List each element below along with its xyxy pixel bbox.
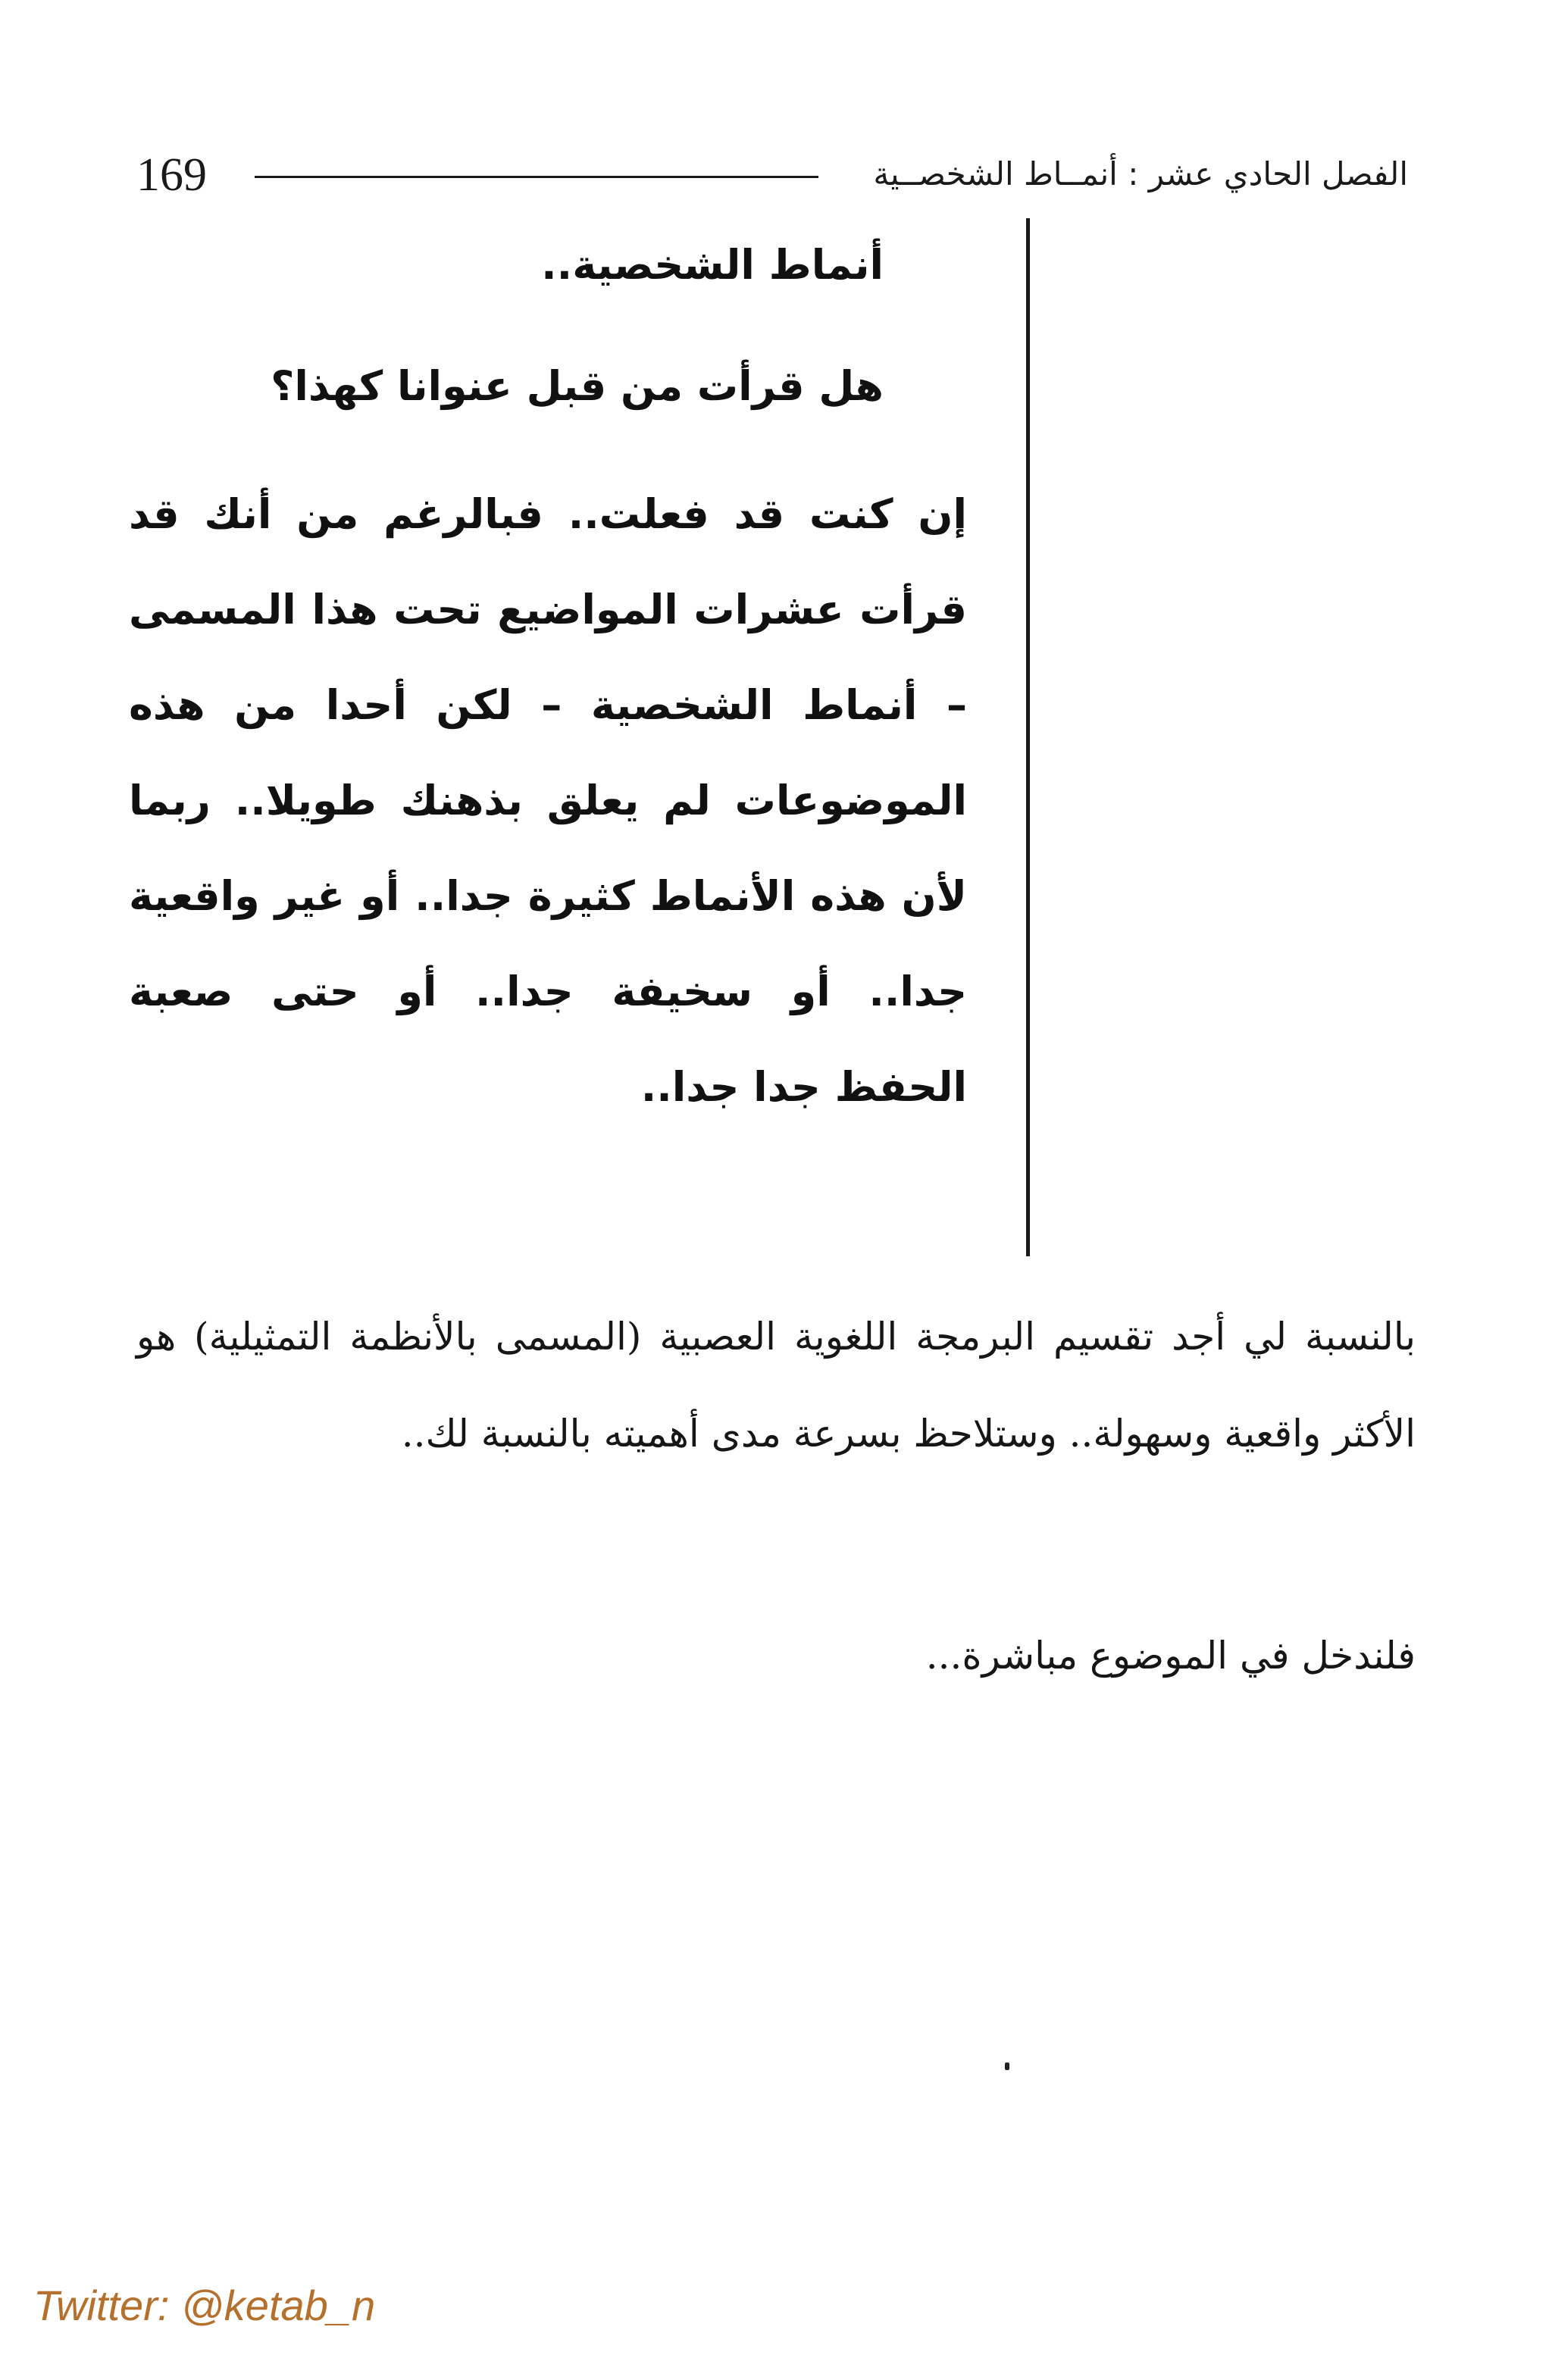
highlight-box bbox=[129, 227, 967, 1135]
closing-line: فلندخل في الموضوع مباشرة... bbox=[925, 1634, 1416, 1678]
header-rule bbox=[255, 176, 818, 178]
running-title: الفصل الحادي عشر : أنمــاط الشخصــية bbox=[873, 155, 1408, 192]
watermark: Twitter: @ketab_n bbox=[33, 2281, 376, 2329]
box-paragraph: إن كنت قد فعلت.. فبالرغم من أنك قد قرأت عشرات المواضيع تحت هذا المسمى – أنماط الشخصية – لكن أحدا من هذه الموضوعات لم يعلق بذهنك طويلا.. ربما لأن هذه الأنماط كثيرة جدا.. أو غير واقعية جدا.. أو سخيفة جدا.. أو حتى صعبة الحفظ جدا جدا.. bbox=[129, 490, 967, 1111]
box-title: أنماط الشخصية.. bbox=[541, 241, 884, 289]
box-divider-rule bbox=[1026, 218, 1030, 1256]
box-question: هل قرأت من قبل عنوانا كهذا؟ bbox=[271, 362, 884, 410]
page-number: 169 bbox=[136, 149, 207, 201]
body-paragraph: بالنسبة لي أجد تقسيم البرمجة اللغوية العصبية (المسمى بالأنظمة التمثيلية) هو الأكثر واقعية وسهولة.. وستلاحظ بسرعة مدى أهميته بالنسبة لك.. bbox=[136, 1315, 1416, 1456]
ink-speck bbox=[1005, 2063, 1009, 2070]
